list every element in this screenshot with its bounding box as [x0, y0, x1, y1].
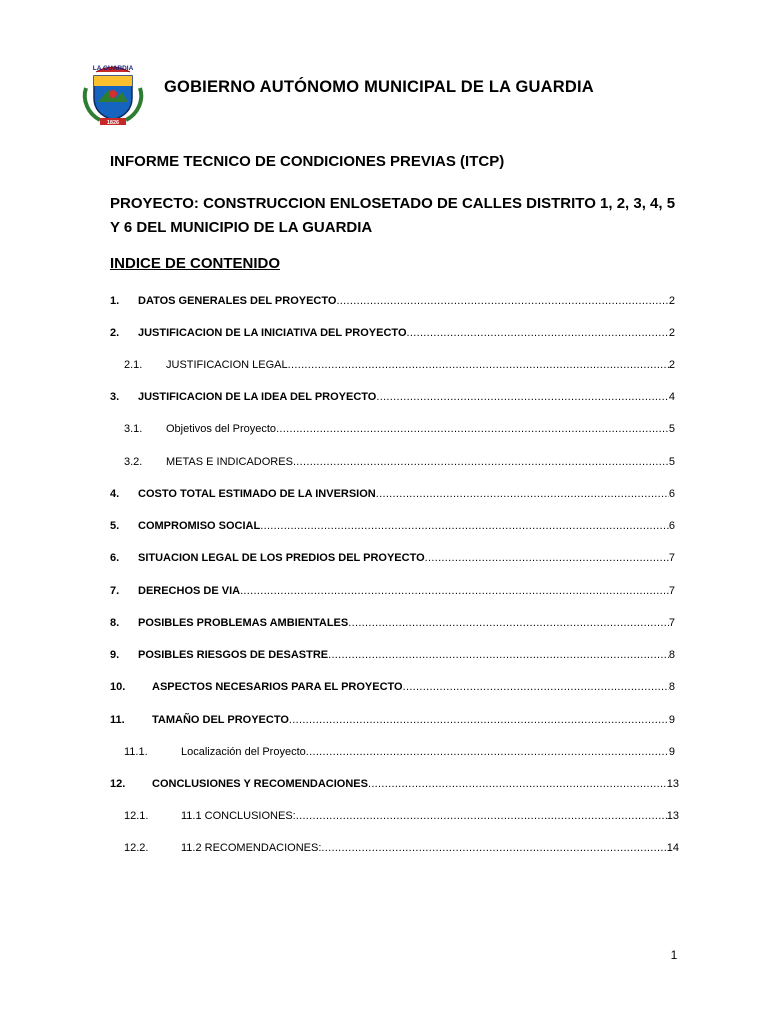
toc-dot-leader — [407, 325, 669, 341]
toc-entry-number: 3. — [110, 391, 120, 403]
toc-entry-title: ASPECTOS NECESARIOS PARA EL PROYECTO — [152, 681, 403, 693]
toc-entry-page-number: 9 — [668, 746, 675, 758]
toc-entry[interactable] — [124, 454, 675, 470]
toc-entry-page-number: 6 — [668, 520, 675, 532]
document-title: INFORME TECNICO DE CONDICIONES PREVIAS (ITCP) — [110, 153, 505, 170]
toc-entry[interactable] — [110, 647, 675, 663]
page-number: 1 — [670, 948, 678, 962]
toc-entry-page-number: 2 — [668, 359, 675, 371]
toc-entry-number: 7. — [110, 585, 120, 597]
toc-dot-leader — [321, 840, 666, 856]
toc-entry-title: 11.1 CONCLUSIONES: — [181, 810, 296, 822]
toc-entry[interactable] — [124, 421, 675, 437]
toc-entry-number: 5. — [110, 520, 120, 532]
toc-entry-page-number: 9 — [668, 714, 675, 726]
toc-entry[interactable] — [110, 325, 675, 341]
toc-entry-page-number: 6 — [668, 488, 675, 500]
toc-entry[interactable] — [124, 357, 675, 373]
toc-entry-number: 1. — [110, 295, 120, 307]
toc-entry-number: 12. — [110, 778, 126, 790]
toc-entry-number: 6. — [110, 552, 120, 564]
toc-dot-leader — [328, 647, 669, 663]
toc-dot-leader — [293, 454, 669, 470]
toc-entry-number: 12.2. — [124, 842, 149, 854]
logo-year: 1826 — [106, 120, 120, 126]
toc-entry-number: 9. — [110, 649, 120, 661]
toc-entry-number: 8. — [110, 617, 120, 629]
toc-entry-page-number: 8 — [668, 681, 675, 693]
toc-entry[interactable] — [124, 744, 675, 760]
toc-entry-title: CONCLUSIONES Y RECOMENDACIONES — [152, 778, 368, 790]
logo-text: LA GUARDIA — [92, 65, 134, 72]
toc-entry-number: 11. — [110, 714, 125, 726]
toc-entry-title: JUSTIFICACION DE LA IDEA DEL PROYECTO — [138, 391, 377, 403]
toc-entry[interactable] — [110, 583, 675, 599]
toc-entry[interactable] — [124, 840, 679, 856]
toc-entry-number: 12.1. — [124, 810, 149, 822]
toc-entry-title: POSIBLES RIESGOS DE DESASTRE — [138, 649, 329, 661]
toc-entry[interactable] — [110, 293, 675, 309]
toc-entry-title: JUSTIFICACION LEGAL — [166, 359, 288, 371]
toc-entry-page-number: 13 — [666, 810, 679, 822]
toc-entry[interactable] — [110, 518, 675, 534]
toc-entry-title: 11.2 RECOMENDACIONES: — [181, 842, 322, 854]
toc-entry-page-number: 4 — [668, 391, 675, 403]
toc-entry[interactable] — [110, 486, 675, 502]
toc-dot-leader — [240, 583, 669, 599]
toc-entry-number: 2.1. — [124, 359, 143, 371]
toc-entry[interactable] — [110, 776, 679, 792]
toc-entry-number: 3.1. — [124, 423, 143, 435]
toc-entry-title: DATOS GENERALES DEL PROYECTO — [138, 295, 337, 307]
toc-entry-page-number: 7 — [668, 617, 675, 629]
toc-entry-title: COMPROMISO SOCIAL — [138, 520, 261, 532]
toc-entry-number: 11.1. — [124, 746, 148, 758]
toc-dot-leader — [296, 808, 667, 824]
toc-entry-page-number: 13 — [666, 778, 679, 790]
toc-entry[interactable] — [110, 550, 675, 566]
toc-entry-number: 3.2. — [124, 456, 143, 468]
toc-dot-leader — [288, 357, 669, 373]
organization-title: GOBIERNO AUTÓNOMO MUNICIPAL DE LA GUARDIA — [164, 78, 594, 96]
toc-entry[interactable] — [124, 808, 679, 824]
toc-entry-page-number: 7 — [668, 585, 675, 597]
toc-entry[interactable] — [110, 389, 675, 405]
project-title: PROYECTO: CONSTRUCCION ENLOSETADO DE CALLES DISTRITO 1, 2, 3, 4, 5 Y 6 DEL MUNICIPIO DE LA GUARDIA — [110, 195, 676, 236]
toc-dot-leader — [306, 744, 669, 760]
toc-dot-leader — [376, 389, 669, 405]
toc-entry[interactable] — [110, 615, 675, 631]
toc-dot-leader — [276, 421, 669, 437]
toc-dot-leader — [289, 712, 669, 728]
toc-entry-page-number: 7 — [668, 552, 675, 564]
toc-entry-title: Objetivos del Proyecto — [166, 423, 277, 435]
toc-entry-title: TAMAÑO DEL PROYECTO — [152, 714, 289, 726]
toc-entry-page-number: 2 — [668, 327, 675, 339]
toc-entry-page-number: 8 — [668, 649, 675, 661]
toc-entry[interactable] — [110, 712, 675, 728]
toc-entry-title: Localización del Proyecto — [181, 746, 306, 758]
toc-dot-leader — [336, 293, 668, 309]
toc-dot-leader — [403, 679, 669, 695]
toc-entry-number: 4. — [110, 488, 120, 500]
toc-dot-leader — [376, 486, 669, 502]
toc-dot-leader — [425, 550, 669, 566]
toc-entry-page-number: 2 — [668, 295, 675, 307]
toc-entry-number: 10. — [110, 681, 126, 693]
toc-entry-title: COSTO TOTAL ESTIMADO DE LA INVERSION — [138, 488, 376, 500]
toc-dot-leader — [368, 776, 667, 792]
toc-entry-number: 2. — [110, 327, 120, 339]
toc-entry-title: JUSTIFICACION DE LA INICIATIVA DEL PROYECTO — [138, 327, 407, 339]
toc-dot-leader — [348, 615, 669, 631]
toc-entry-title: DERECHOS DE VIA — [138, 585, 241, 597]
toc-entry[interactable] — [110, 679, 675, 695]
toc-dot-leader — [260, 518, 669, 534]
toc-entry-page-number: 5 — [668, 423, 675, 435]
toc-entry-title: POSIBLES PROBLEMAS AMBIENTALES — [138, 617, 349, 629]
toc-entry-page-number: 14 — [666, 842, 679, 854]
toc-entry-page-number: 5 — [668, 456, 675, 468]
toc-entry-title: METAS E INDICADORES — [166, 456, 293, 468]
toc-entry-title: SITUACION LEGAL DE LOS PREDIOS DEL PROYECTO — [138, 552, 425, 564]
index-heading: INDICE DE CONTENIDO — [110, 255, 281, 272]
